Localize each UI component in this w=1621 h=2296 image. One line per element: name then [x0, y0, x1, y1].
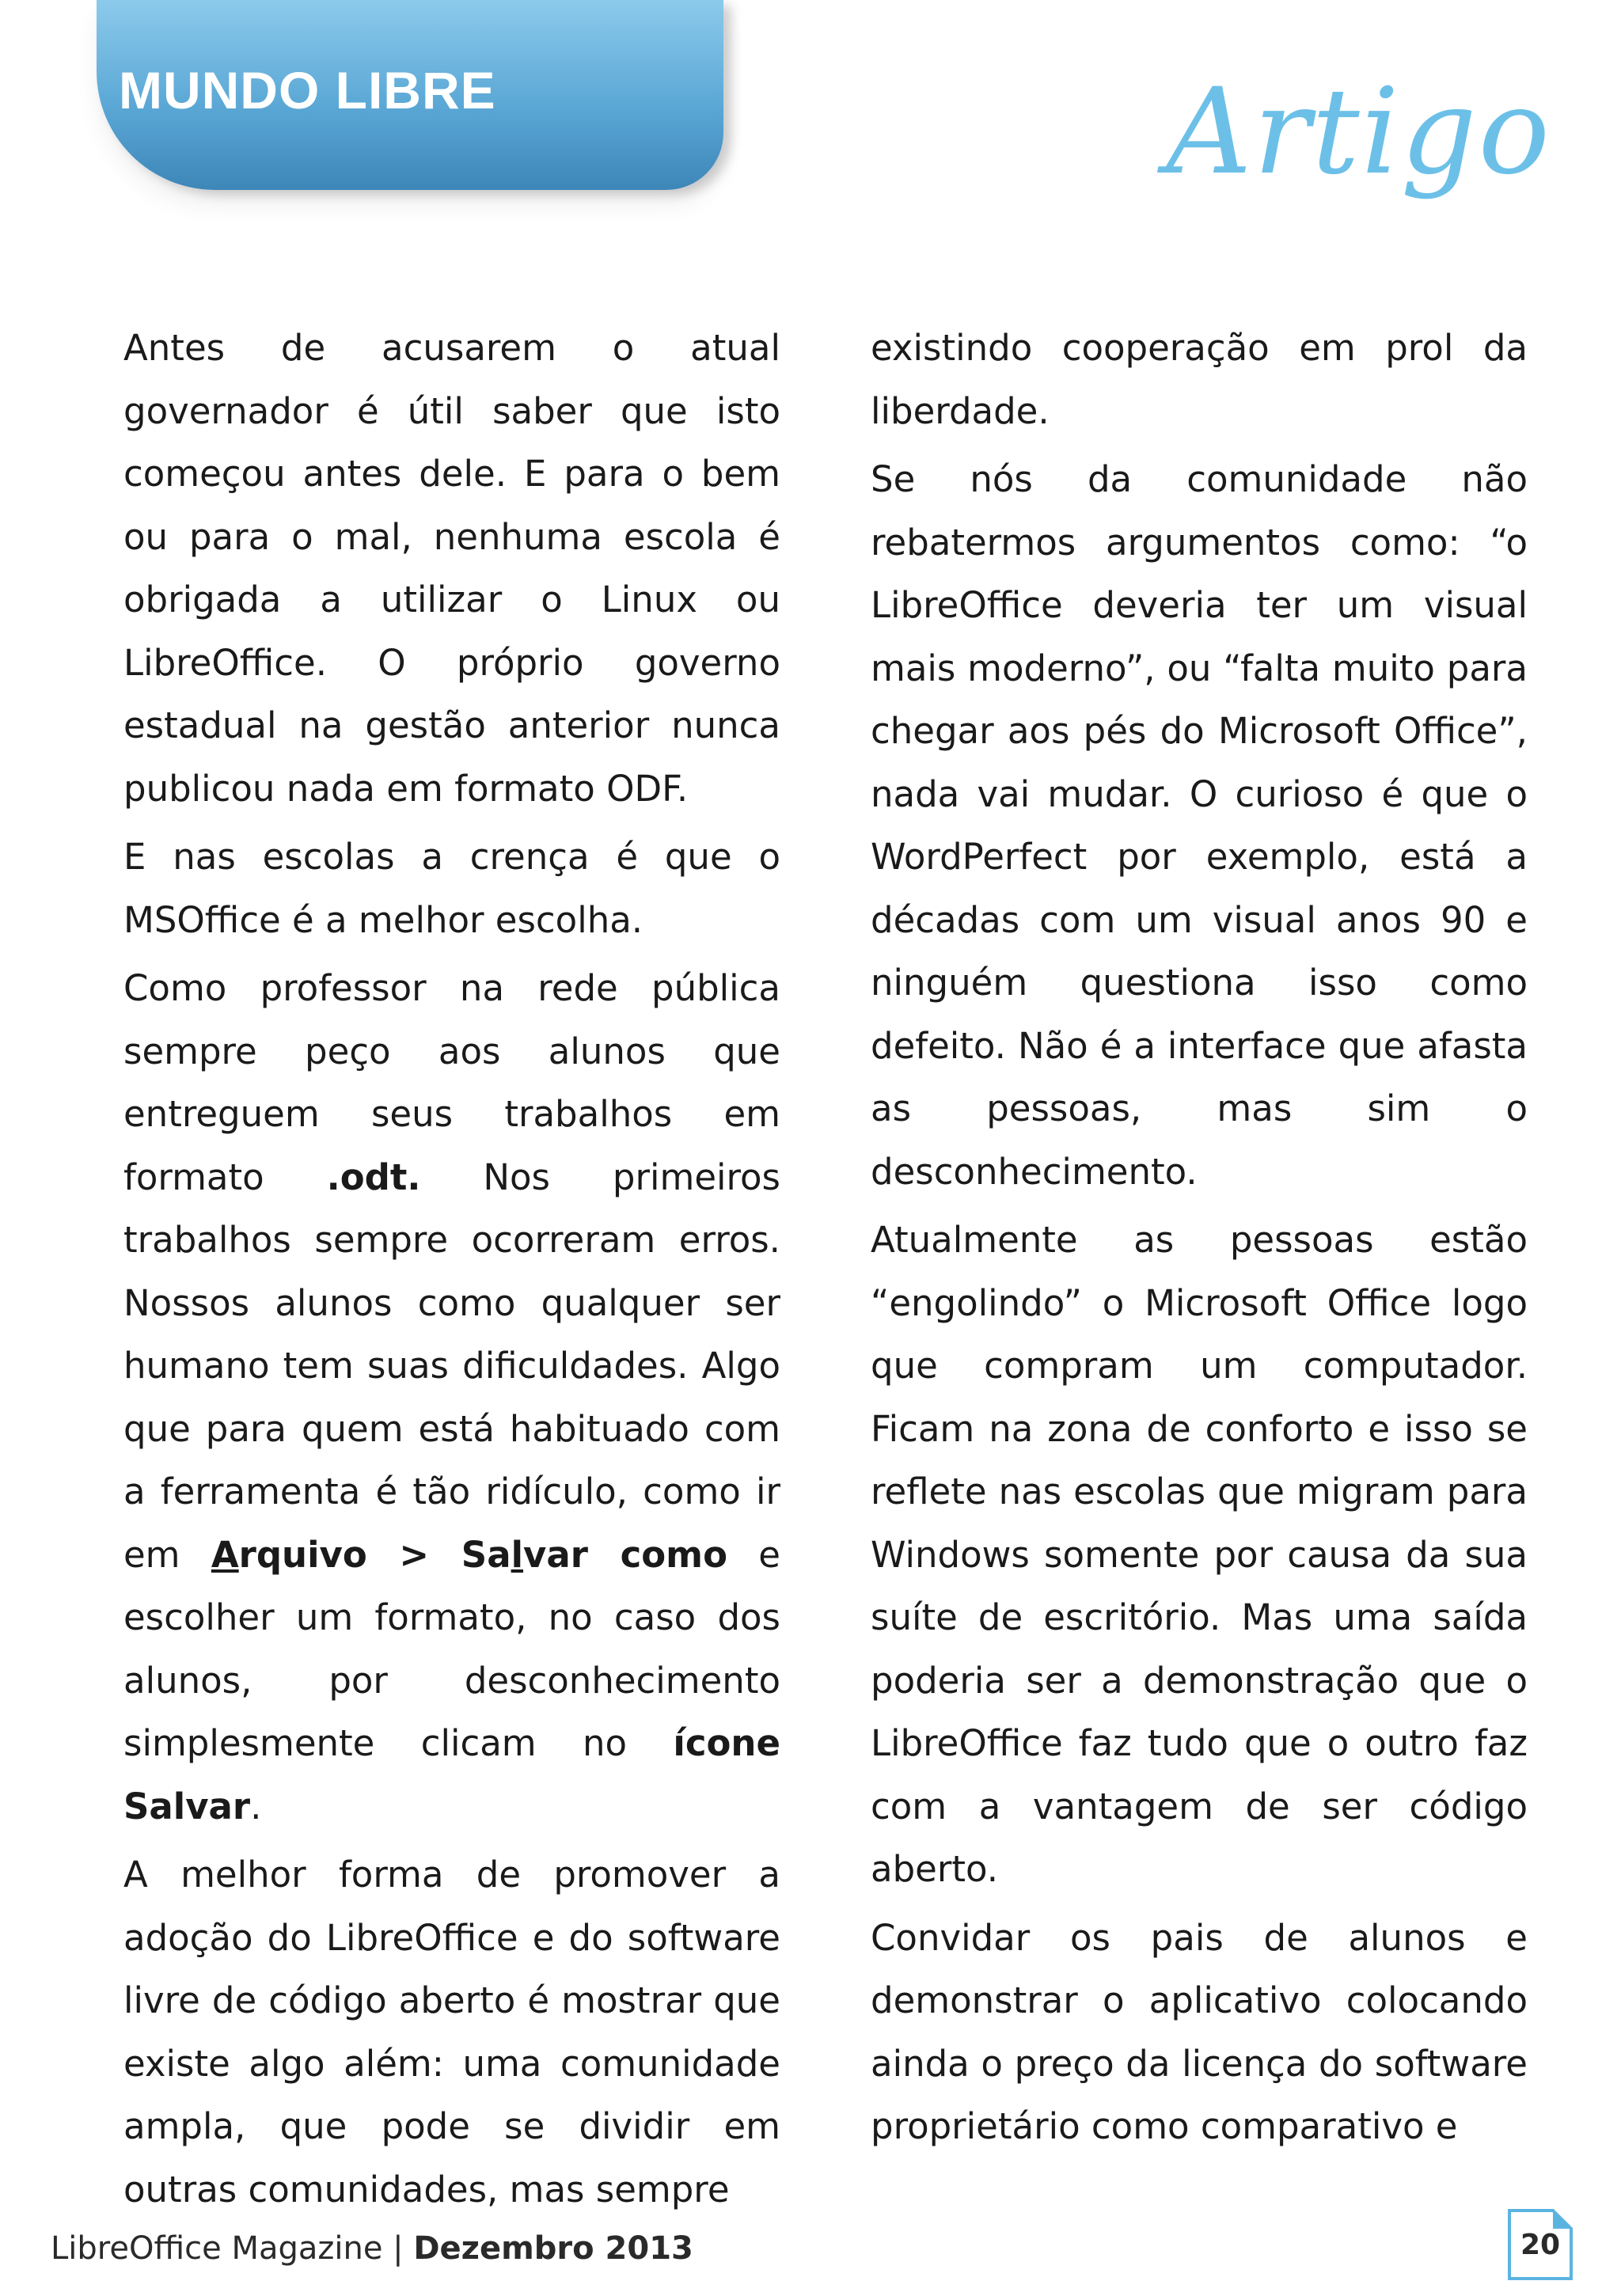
paragraph: A melhor forma de promover a adoção do LibreOffice e do software livre de código aberto é mostrar que existe algo além: uma comunidade ampla, que pode se dividir em outras comunidades, mas sempre: [123, 1854, 780, 2211]
text-run: .: [250, 1785, 262, 1827]
text-run: Nos primeiros trabalhos sempre ocorreram erros. Nossos alunos como qualquer ser humano tem suas dificuldades. Algo que para quem está habituado com a ferramenta é tão ridículo, como ir em: [123, 1156, 781, 1576]
left-column: [123, 317, 780, 2226]
paragraph: E nas escolas a crença é que o MSOffice é a melhor escolha.: [123, 836, 780, 941]
paragraph: Convidar os pais de alunos e demonstrar o aplicativo colocando ainda o preço da licença do software proprietário como comparativo e: [871, 1916, 1528, 2147]
paragraph: Atualmente as pessoas estão “engolindo” o Microsoft Office logo que compram um computador. Ficam na zona de conforto e isso se reflete nas escolas que migram para Windows somente por causa da sua suíte de escritório. Mas uma saída poderia ser a demonstração que o LibreOffice faz tudo que o outro faz com a vantagem de ser código aberto.: [871, 1219, 1528, 1890]
odt-format: .odt.: [326, 1156, 421, 1198]
save-icon-reference: ícone Salvar: [123, 1722, 780, 1827]
issue-date: Dezembro 2013: [413, 2230, 693, 2267]
menu-text: var como: [523, 1533, 727, 1576]
menu-mnemonic: l: [511, 1533, 524, 1576]
footer: [51, 2230, 693, 2267]
paragraph: existindo cooperação em prol da liberdade.: [871, 327, 1528, 432]
footer-separator: |: [382, 2230, 414, 2267]
menu-mnemonic: A: [211, 1533, 239, 1576]
paragraph: [123, 957, 780, 1838]
section-title: MUNDO LIBRE: [119, 61, 496, 120]
text-run: Como professor na rede pública sempre peço aos alunos que entreguem seus trabalhos em formato: [123, 967, 780, 1198]
article-label: Artigo: [1166, 63, 1551, 201]
page-number: 20: [1520, 2229, 1561, 2261]
page-number-box: [1507, 2208, 1574, 2281]
menu-path: [211, 1534, 727, 1576]
paragraph: Se nós da comunidade não rebatermos argumentos como: “o LibreOffice deveria ter um visual mais moderno”, ou “falta muito para chegar aos pés do Microsoft Office”, nada vai mudar. O curioso é que o WordPerfect por exemplo, está a décadas com um visual anos 90 e ninguém questiona isso como defeito. Não é a interface que afasta as pessoas, mas sim o desconhecimento.: [871, 458, 1528, 1193]
right-column: [871, 317, 1528, 2164]
magazine-name: LibreOffice Magazine: [51, 2230, 383, 2267]
text-run: e escolher um formato, no caso dos alunos, por desconhecimento simplesmente clicam no: [123, 1533, 780, 1764]
paragraph: Antes de acusarem o atual governador é útil saber que isto começou antes dele. E para o bem ou para o mal, nenhuma escola é obrigada a utilizar o Linux ou LibreOffice. O próprio governo estadual na gestão anterior nunca publicou nada em formato ODF.: [123, 327, 780, 810]
menu-text: rquivo > Sa: [238, 1533, 511, 1576]
